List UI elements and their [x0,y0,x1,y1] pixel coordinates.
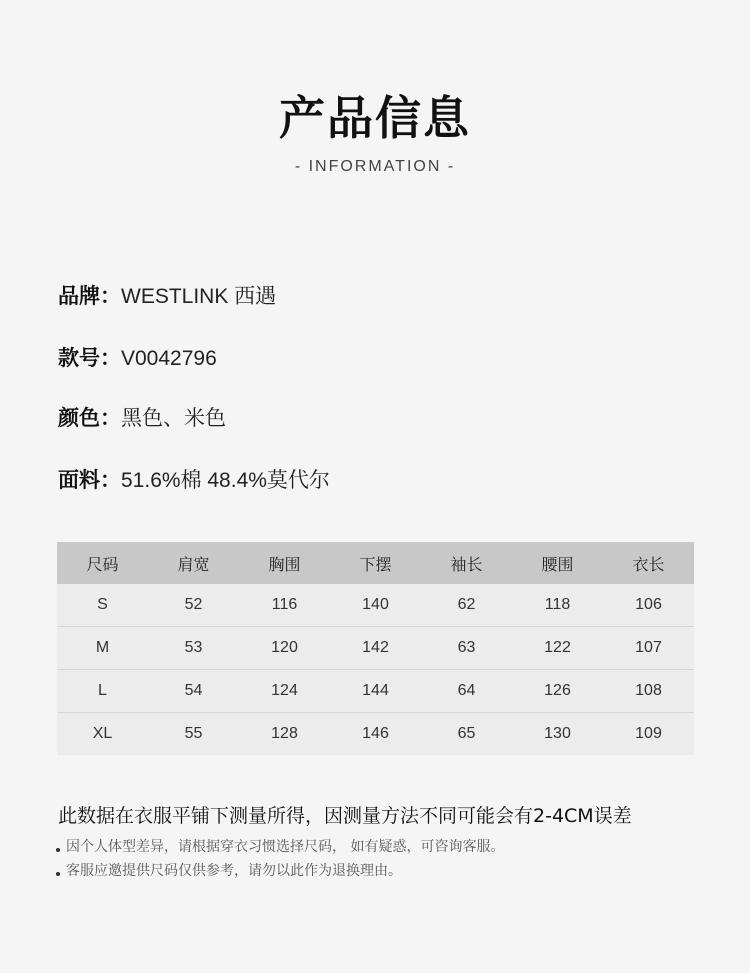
table-cell: 107 [603,627,694,670]
table-row [57,584,694,627]
table-cell: 62 [421,584,512,627]
table-cell: L [57,670,148,713]
bullet-dot-icon [56,872,60,876]
info-color [58,402,226,432]
brand-label: 品牌： [58,284,121,308]
table-cell: 124 [239,670,330,713]
style-label: 款号： [58,346,121,370]
table-cell: 108 [603,670,694,713]
table-cell: 146 [330,713,421,756]
table-cell: 53 [148,627,239,670]
note-bullet-item [56,836,504,856]
table-cell: M [57,627,148,670]
info-brand [58,280,276,310]
bullet-dot-icon [56,848,60,852]
measurement-note: 此数据在衣服平铺下测量所得，因测量方法不同可能会有2-4CM误差 [58,805,632,827]
header-cell: 腰围 [512,542,603,584]
table-cell: 65 [421,713,512,756]
table-cell: 54 [148,670,239,713]
table-cell: 126 [512,670,603,713]
fabric-value: 51.6%棉 48.4%莫代尔 [121,469,330,492]
table-cell: 140 [330,584,421,627]
info-fabric [58,464,330,494]
size-table [57,542,694,755]
table-cell: 142 [330,627,421,670]
style-value: V0042796 [121,347,217,370]
color-value: 黑色、米色 [121,407,226,430]
header-cell: 下摆 [330,542,421,584]
table-cell: 120 [239,627,330,670]
table-cell: 118 [512,584,603,627]
color-label: 颜色： [58,406,121,430]
table-row [57,670,694,713]
table-cell: 106 [603,584,694,627]
page-subtitle: - INFORMATION - [294,158,456,175]
table-cell: S [57,584,148,627]
note-bullet-item [56,860,402,880]
table-row [57,627,694,670]
page-title: 产品信息 [279,91,471,145]
note-bullet-text: 因个人体型差异，请根据穿衣习惯选择尺码， 如有疑惑，可咨询客服。 [66,839,505,855]
header-cell: 尺码 [57,542,148,584]
table-cell: 109 [603,713,694,756]
table-cell: 52 [148,584,239,627]
table-cell: XL [57,713,148,756]
table-cell: 128 [239,713,330,756]
header-cell: 胸围 [239,542,330,584]
table-row [57,713,694,756]
brand-value: WESTLINK 西遇 [121,285,277,308]
header-cell: 肩宽 [148,542,239,584]
fabric-label: 面料： [58,468,121,492]
header-cell: 袖长 [421,542,512,584]
table-cell: 55 [148,713,239,756]
table-cell: 63 [421,627,512,670]
note-bullet-text: 客服应邀提供尺码仅供参考，请勿以此作为退换理由。 [66,863,402,879]
table-cell: 116 [239,584,330,627]
info-style-number [58,342,217,372]
size-table-header-row [57,542,694,584]
table-cell: 64 [421,670,512,713]
header-cell: 衣长 [603,542,694,584]
table-cell: 130 [512,713,603,756]
table-cell: 144 [330,670,421,713]
table-cell: 122 [512,627,603,670]
